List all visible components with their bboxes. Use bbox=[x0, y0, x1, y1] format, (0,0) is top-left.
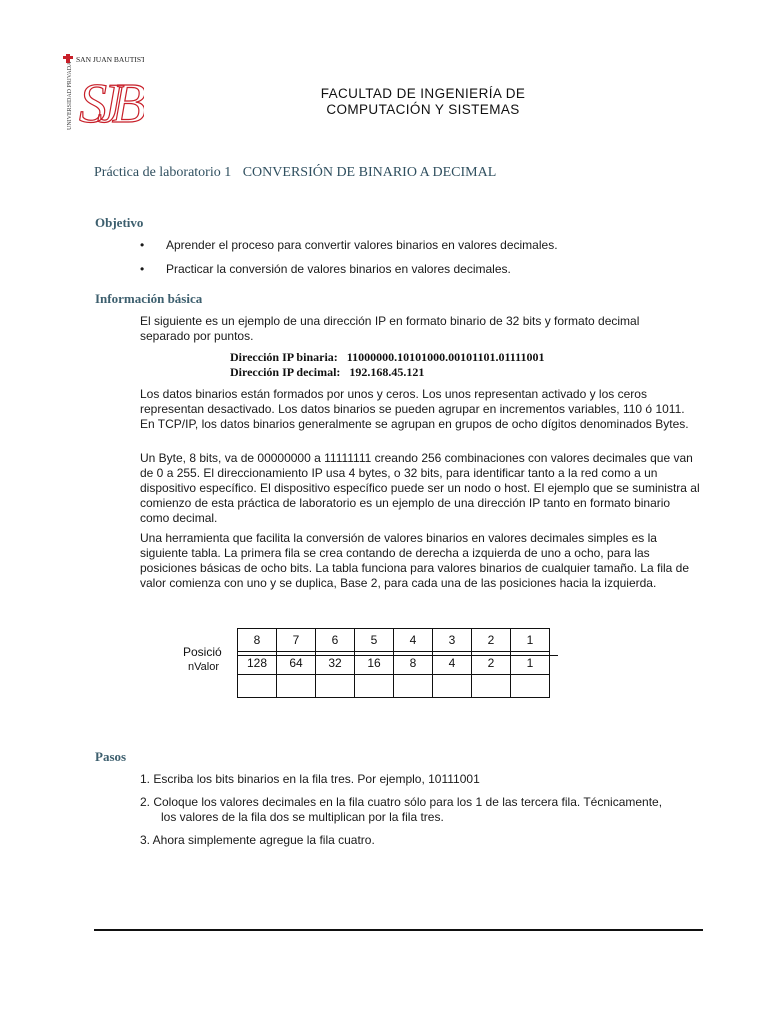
step-item: 3. Ahora simplemente agregue la fila cuatro. bbox=[140, 833, 375, 847]
table-cell: 16 bbox=[355, 652, 394, 675]
table-cell-empty bbox=[355, 675, 394, 698]
step-item: 1. Escriba los bits binarios en la fila tres. Por ejemplo, 10111001 bbox=[140, 772, 480, 786]
table-cell-empty bbox=[511, 675, 550, 698]
step-2-line-2: los valores de la fila dos se multiplican por la fila tres. bbox=[161, 810, 444, 824]
table-cell: 1 bbox=[511, 629, 550, 652]
objective-heading: Objetivo bbox=[95, 215, 144, 230]
info-heading: Información básica bbox=[95, 291, 203, 306]
practice-label: Práctica de laboratorio 1 bbox=[94, 165, 232, 180]
ip-binary-value: 11000000.10101000.00101101.01111001 bbox=[346, 350, 545, 364]
info-paragraph-4: Una herramienta que facilita la conversión de valores binarios en valores decimales simples es la siguiente tabla. La primera fila se crea contando de derecha a izquierda de uno a ocho, para las posiciones básicas de ocho bits. La tabla funciona para valores binarios de cualquier tamaño. La fila de valor comienza con uno y se duplica, Base 2, para cada una de las posiciones hacia la izquierda. bbox=[140, 531, 690, 590]
footer-divider bbox=[94, 929, 703, 931]
steps-heading: Pasos bbox=[95, 749, 127, 764]
binary-conversion-table bbox=[237, 628, 550, 698]
table-cell: 1 bbox=[511, 652, 550, 675]
table-cell-empty bbox=[316, 675, 355, 698]
table-row-label-position: Posició bbox=[183, 645, 222, 659]
info-paragraph-1: El siguiente es un ejemplo de una dirección IP en formato binario de 32 bits y formato decimal separado por puntos. bbox=[140, 314, 640, 343]
table-cell: 4 bbox=[433, 652, 472, 675]
table-row-label-value: nValor bbox=[188, 661, 219, 673]
objective-bullet: • Aprender el proceso para convertir valores binarios en valores decimales. bbox=[140, 238, 558, 252]
table-row-positions bbox=[238, 629, 550, 652]
ip-decimal-label: Dirección IP decimal: bbox=[230, 365, 341, 379]
objective-bullet: • Practicar la conversión de valores binarios en valores decimales. bbox=[140, 262, 511, 276]
logo-side-text: UNIVERSIDAD PRIVADA bbox=[67, 61, 73, 130]
logo-monogram: SJB bbox=[79, 73, 137, 135]
table-cell: 2 bbox=[472, 629, 511, 652]
table-cell-empty bbox=[277, 675, 316, 698]
ip-example bbox=[230, 350, 544, 380]
table-cell: 6 bbox=[316, 629, 355, 652]
objective-list bbox=[140, 238, 720, 286]
ip-decimal-row bbox=[230, 365, 544, 380]
step-2-line-1: 2. Coloque los valores decimales en la fila cuatro sólo para los 1 de las tercera fila. Técnicamente, bbox=[140, 795, 663, 809]
logo-wordmark: SAN JUAN BAUTISTA bbox=[76, 55, 144, 64]
ip-binary-row bbox=[230, 350, 544, 365]
table-cell: 8 bbox=[394, 652, 433, 675]
practice-title bbox=[94, 165, 496, 181]
steps-list bbox=[140, 772, 700, 856]
table-cell: 64 bbox=[277, 652, 316, 675]
table-cell: 32 bbox=[316, 652, 355, 675]
practice-topic: CONVERSIÓN DE BINARIO A DECIMAL bbox=[242, 165, 497, 180]
info-paragraph-3: Un Byte, 8 bits, va de 00000000 a 11111111 creando 256 combinaciones con valores decimales que van de 0 a 255. El direccionamiento IP usa 4 bytes, o 32 bits, para identificar tanto a la red como a un dispositivo específico. El dispositivo específico puede ser un nodo o host. El ejemplo que se suministra al comienzo de esta práctica de laboratorio es un ejemplo de una dirección IP tanto en formato binario como decimal. bbox=[140, 451, 700, 525]
info-paragraph-2: Los datos binarios están formados por unos y ceros. Los unos representan activado y los ceros representan desactivado. Los datos binarios se pueden agrupar en incrementos variables, 110 ó 1011. En TCP/IP, los datos binarios generalmente se agrupan en grupos de ocho dígitos denominados Bytes. bbox=[140, 387, 689, 431]
table-cell: 2 bbox=[472, 652, 511, 675]
sjb-logo-mark bbox=[62, 52, 144, 136]
table-cell-empty bbox=[472, 675, 511, 698]
table-cell: 5 bbox=[355, 629, 394, 652]
table-cell: 3 bbox=[433, 629, 472, 652]
faculty-title-line2: COMPUTACIÓN Y SISTEMAS bbox=[326, 102, 520, 117]
table-cell: 4 bbox=[394, 629, 433, 652]
faculty-title bbox=[230, 86, 616, 118]
table-cell: 8 bbox=[238, 629, 277, 652]
table-cell: 128 bbox=[238, 652, 277, 675]
table-cell-empty bbox=[394, 675, 433, 698]
ip-binary-label: Dirección IP binaria: bbox=[230, 350, 338, 364]
ip-decimal-value: 192.168.45.121 bbox=[349, 365, 425, 379]
table-row-blank bbox=[238, 675, 550, 698]
step-item bbox=[140, 795, 700, 825]
university-logo bbox=[62, 52, 144, 136]
table-strike-line bbox=[237, 655, 558, 656]
table-cell: 7 bbox=[277, 629, 316, 652]
faculty-title-line1: FACULTAD DE INGENIERÍA DE bbox=[320, 86, 526, 101]
table-cell-empty bbox=[238, 675, 277, 698]
table-cell-empty bbox=[433, 675, 472, 698]
